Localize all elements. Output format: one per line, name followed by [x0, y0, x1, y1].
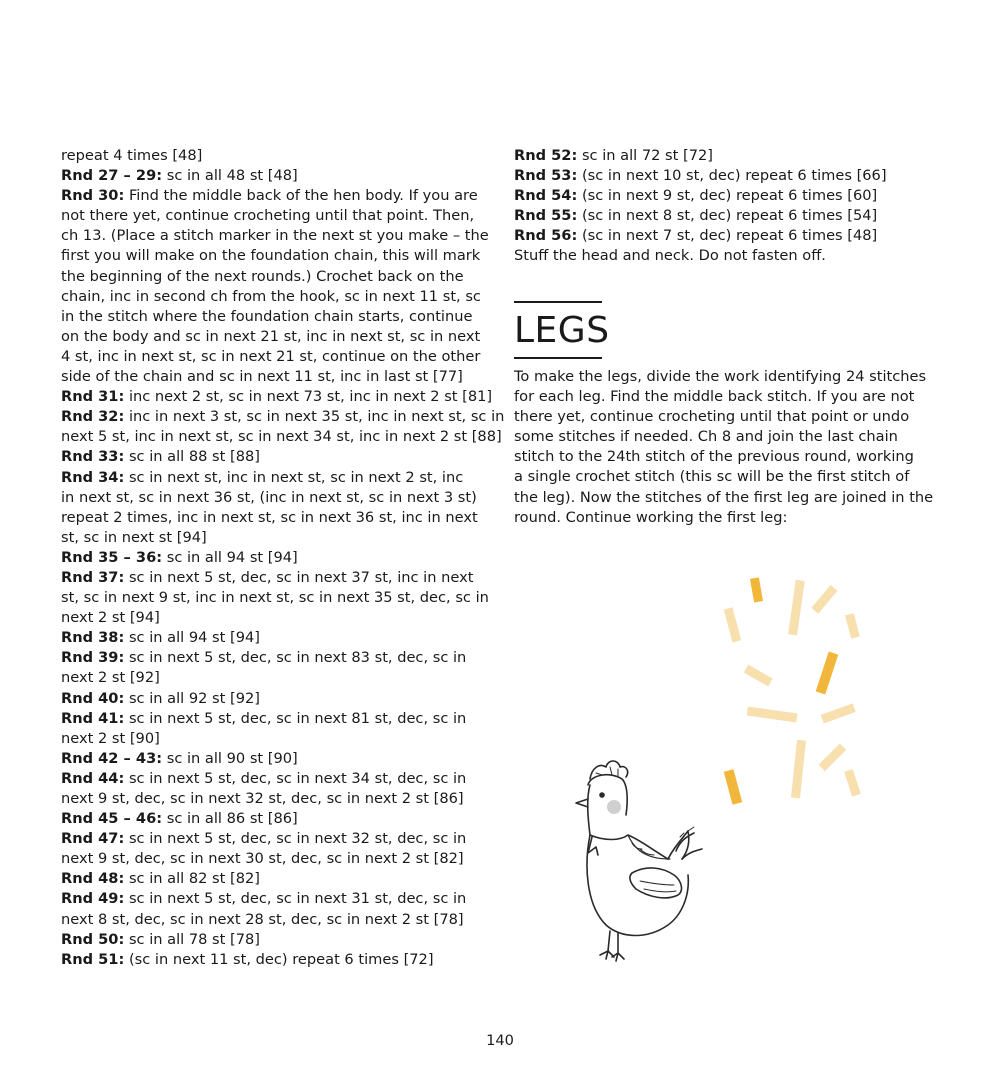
round-instructions: sc in all 72 st [72]: [577, 147, 713, 164]
text-line: [61, 869, 501, 889]
round-label: Rnd 56:: [514, 227, 578, 245]
round-instructions: first you will make on the foundation chain, this will mark: [61, 247, 481, 265]
text-line: [514, 186, 944, 206]
text-line: [61, 749, 501, 769]
round-instructions: sc in all 94 st [94]: [124, 629, 260, 647]
round-instructions: chain, inc in second ch from the hook, sc in next 11 st, sc: [61, 287, 481, 305]
text-line: [61, 628, 501, 648]
round-instructions: sc in next 5 st, dec, sc in next 83 st, dec, sc in: [124, 649, 467, 667]
round-instructions: in next st, sc in next 36 st, (inc in next st, sc in next 3 st): [61, 488, 477, 506]
text-line: [61, 407, 505, 427]
text-line: [61, 809, 501, 829]
round-instructions: Find the middle back of the hen body. If you are: [124, 187, 478, 205]
text-line: [61, 488, 501, 508]
round-instructions: sc in next 5 st, dec, sc in next 37 st, inc in next: [124, 568, 474, 586]
paragraph-line: there yet, continue crocheting until that point or undo: [514, 408, 910, 426]
round-instructions: next 2 st [94]: [61, 609, 160, 627]
round-label: Rnd 44:: [61, 769, 125, 787]
text-line: [61, 146, 501, 166]
legs-paragraph: [514, 367, 944, 528]
round-label: Rnd 27 – 29:: [61, 167, 163, 185]
text-line: [61, 608, 501, 628]
text-line: [61, 287, 501, 307]
text-line: [61, 468, 501, 488]
text-line: [61, 930, 501, 950]
round-label: Rnd 32:: [61, 408, 125, 426]
round-instructions: not there yet, continue crocheting until that point. Then,: [61, 207, 475, 225]
heading-rule-bottom: [514, 357, 602, 359]
round-label: Rnd 37:: [61, 568, 125, 586]
round-label: Rnd 33:: [61, 448, 125, 466]
round-label: Rnd 48:: [61, 870, 125, 888]
text-line: [61, 387, 501, 407]
text-line: [61, 327, 501, 347]
round-label: Rnd 51:: [61, 950, 125, 968]
round-label: Rnd 50:: [61, 930, 125, 948]
text-line: [61, 829, 501, 849]
round-instructions: (sc in next 7 st, dec) repeat 6 times [48]: [577, 227, 878, 245]
round-instructions: sc in all 88 st [88]: [124, 448, 260, 466]
round-label: Rnd 42 – 43:: [61, 749, 163, 767]
legs-heading-block: [514, 301, 610, 359]
round-instructions: ch 13. (Place a stitch marker in the next st you make – the: [61, 227, 489, 245]
round-instructions: 4 st, inc in next st, sc in next 21 st, continue on the other: [61, 347, 481, 365]
round-instructions: sc in next 5 st, dec, sc in next 34 st, dec, sc in: [124, 769, 467, 787]
text-line: [61, 528, 501, 548]
round-label: Rnd 35 – 36:: [61, 548, 163, 566]
paragraph-line: round. Continue working the first leg:: [514, 508, 788, 526]
round-label: Rnd 31:: [61, 388, 125, 406]
round-label: Rnd 34:: [61, 468, 125, 486]
round-instructions: next 2 st [92]: [61, 669, 160, 687]
round-label: Rnd 54:: [514, 187, 578, 205]
text-line: [61, 910, 501, 930]
round-instructions: sc in all 90 st [90]: [162, 749, 298, 767]
text-line: [61, 588, 501, 608]
paragraph-line: To make the legs, divide the work identifying 24 stitches: [514, 368, 927, 385]
round-label: Rnd 40:: [61, 689, 125, 707]
text-line: [61, 226, 501, 246]
text-line: [61, 307, 501, 327]
text-line: [514, 246, 944, 266]
paragraph-line: the leg). Now the stitches of the first leg are joined in the: [514, 488, 934, 506]
text-line: [61, 186, 501, 206]
text-line: [61, 789, 501, 809]
paragraph-line: a single crochet stitch (this sc will be the first stitch of: [514, 468, 910, 486]
round-instructions: (sc in next 10 st, dec) repeat 6 times [66]: [577, 167, 887, 185]
round-label: Rnd 30:: [61, 187, 125, 205]
round-label: Rnd 47:: [61, 830, 125, 848]
text-line: [61, 246, 501, 266]
text-line: [514, 146, 944, 166]
text-line: [61, 508, 501, 528]
round-label: Rnd 38:: [61, 629, 125, 647]
section-heading: LEGS: [514, 310, 610, 351]
round-instructions: sc in all 78 st [78]: [124, 930, 260, 948]
round-instructions: next 9 st, dec, sc in next 32 st, dec, sc in next 2 st [86]: [61, 790, 464, 807]
round-instructions: side of the chain and sc in next 11 st, inc in last st [77]: [61, 368, 463, 386]
text-line: [61, 427, 501, 447]
round-instructions: (sc in next 9 st, dec) repeat 6 times [60]: [577, 187, 878, 205]
round-label: Rnd 52:: [514, 147, 578, 164]
round-instructions: inc in next 3 st, sc in next 35 st, inc in next st, sc in: [124, 408, 505, 426]
text-line: [61, 206, 501, 226]
text-line: [61, 709, 501, 729]
text-line: [61, 568, 501, 588]
round-instructions: the beginning of the next rounds.) Crochet back on the: [61, 267, 464, 285]
round-instructions: sc in all 94 st [94]: [162, 548, 298, 566]
round-instructions: st, sc in next 9 st, inc in next st, sc in next 35 st, dec, sc in: [61, 589, 489, 607]
round-instructions: next 2 st [90]: [61, 729, 160, 747]
text-line: [61, 889, 501, 909]
round-instructions: on the body and sc in next 21 st, inc in next st, sc in next: [61, 327, 481, 345]
round-label: Rnd 53:: [514, 167, 578, 185]
round-instructions: (sc in next 11 st, dec) repeat 6 times [72]: [124, 950, 434, 968]
text-line: [61, 668, 501, 688]
round-instructions: sc in next 5 st, dec, sc in next 32 st, dec, sc in: [124, 830, 467, 848]
text-line: [61, 729, 501, 749]
round-label: Rnd 41:: [61, 709, 125, 727]
text-line: [61, 689, 501, 709]
text-line: [61, 849, 501, 869]
confetti-burst: [720, 570, 870, 810]
round-instructions: sc in all 92 st [92]: [124, 689, 260, 707]
round-instructions: sc in all 86 st [86]: [162, 810, 298, 828]
round-instructions: next 5 st, inc in next st, sc in next 34 st, inc in next 2 st [88]: [61, 428, 502, 446]
round-label: Rnd 39:: [61, 649, 125, 667]
round-label: Rnd 45 – 46:: [61, 810, 163, 828]
text-line: [514, 206, 944, 226]
hen-illustration: [570, 755, 720, 970]
round-instructions: in the stitch where the foundation chain starts, continue: [61, 307, 473, 325]
round-instructions: (sc in next 8 st, dec) repeat 6 times [54]: [577, 207, 878, 225]
text-line: [61, 950, 501, 970]
text-line: [514, 166, 944, 186]
round-instructions: sc in all 48 st [48]: [162, 167, 298, 185]
round-instructions: next 8 st, dec, sc in next 28 st, dec, sc in next 2 st [78]: [61, 910, 464, 928]
text-line: [61, 548, 501, 568]
round-instructions: repeat 4 times [48]: [61, 147, 203, 164]
text-line: [61, 166, 501, 186]
page-number: 140: [486, 1032, 514, 1049]
round-instructions: sc in next 5 st, dec, sc in next 31 st, dec, sc in: [124, 890, 467, 908]
text-line: [61, 447, 501, 467]
round-instructions: sc in all 82 st [82]: [124, 870, 260, 888]
left-column: [61, 146, 505, 970]
paragraph-line: stitch to the 24th stitch of the previous round, working: [514, 448, 914, 466]
round-instructions: sc in next st, inc in next st, sc in next 2 st, inc: [124, 468, 464, 486]
paragraph-line: for each leg. Find the middle back stitch. If you are not: [514, 388, 915, 406]
text-line: [61, 367, 501, 387]
text-line: [514, 226, 944, 246]
round-instructions: sc in next 5 st, dec, sc in next 81 st, dec, sc in: [124, 709, 467, 727]
text-line: [61, 267, 501, 287]
round-instructions: inc next 2 st, sc in next 73 st, inc in next 2 st [81]: [124, 388, 493, 406]
round-instructions: next 9 st, dec, sc in next 30 st, dec, sc in next 2 st [82]: [61, 850, 464, 868]
text-line: [61, 769, 501, 789]
text-line: [61, 347, 501, 367]
paragraph-line: some stitches if needed. Ch 8 and join the last chain: [514, 428, 898, 446]
right-column-top: [514, 146, 944, 267]
round-label: Rnd 55:: [514, 207, 578, 225]
round-instructions: repeat 2 times, inc in next st, sc in next 36 st, inc in next: [61, 508, 478, 526]
round-instructions: st, sc in next st [94]: [61, 528, 207, 546]
round-instructions: Stuff the head and neck. Do not fasten off.: [514, 247, 826, 265]
text-line: [61, 648, 501, 668]
round-label: Rnd 49:: [61, 890, 125, 908]
